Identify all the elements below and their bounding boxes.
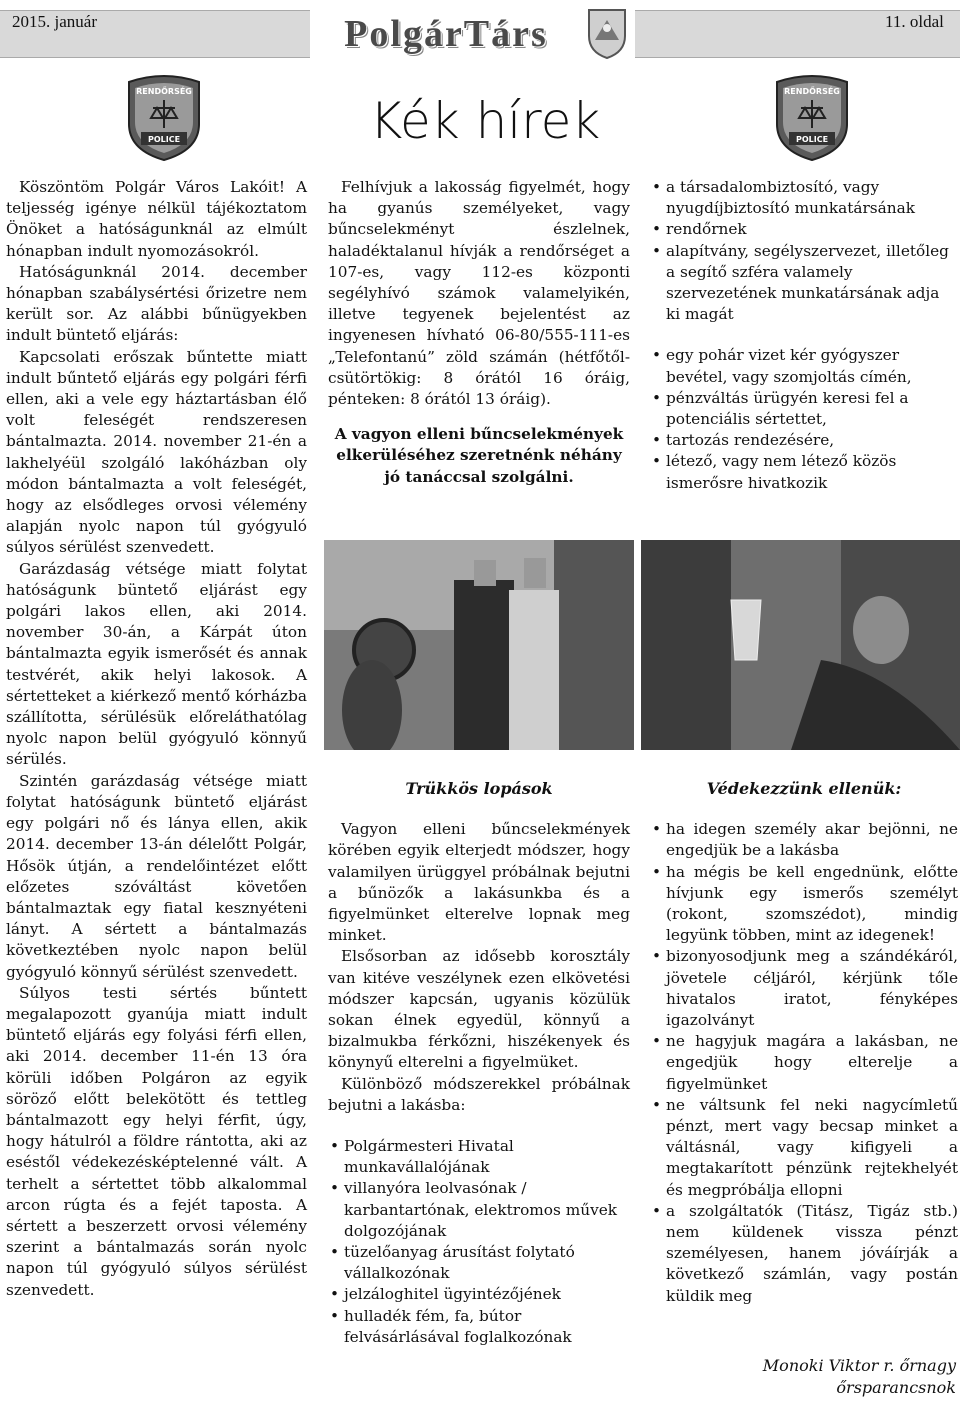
police-badge-icon <box>123 72 205 162</box>
list-item: • villanyóra leolvasónak / karbantartónak, elektromos művek dolgozójának <box>328 1178 630 1242</box>
advice-heading: A vagyon elleni bűncselekmények elkerüléséhez szeretnénk néhány jó tanáccsal szolgálni. <box>334 425 624 486</box>
town-crest-icon <box>585 6 629 60</box>
section-heading: Védekezzünk ellenük: <box>706 779 902 798</box>
section-title: Kék hírek <box>369 92 601 150</box>
masthead-logo: PolgárTárs <box>344 13 548 55</box>
svg-text:RENDŐRSÉG: RENDŐRSÉG <box>784 87 840 96</box>
list-item: • tüzelőanyag árusítást folytató vállalkozónak <box>328 1242 630 1284</box>
paragraph: Felhívjuk a lakosság figyelmét, hogy ha gyanús személyeket, vagy bűncselekményt észlelnek, haladéktalanul hívják a rendőrséget a 107-es, vagy 112-es központi segélyhívó számok valamelyikén, illetve tegyenek bejelentést az ingyenesen hívható 06-80/555-111-es „Telefontanú” zöld számán (hétfőtől-csütörtökig: 8 órától 16 óráig, pénteken: 8 órától 13 óráig). <box>328 178 630 409</box>
page-number: 11. oldal <box>885 12 944 31</box>
paragraph: Vagyon elleni bűncselekmények körében egyik elterjedt módszer, hogy valamilyen ürüggyel próbálnak bejutni a bűnözők a lakásunkba és a figyelmünket elterelve lopnak meg minket. <box>328 820 630 945</box>
paragraph: Különböző módszerekkel próbálnak bejutni a lakásba: <box>328 1074 630 1114</box>
paragraph: Súlyos testi sértés bűntett megalapozott gyanúja miatt indult büntető eljárás egy folyási férfi ellen, aki 2014. december 11-én 13 óra körüli időben Polgáron az egyik söröző előtt belekötött és tettleg bántalmazott egy helyi férfit, úgy, hogy hátulról a földre rántotta, aki az eséstől védekezésképtelenné vált. A terhelt a sértettet több alkalommal arcon rúgta és a fejét taposta. A sértett a beszerzett orvosi vélemény szerint a bántalmazás során nyolc napon túl gyógyuló súlyos sérülést szenvedett. <box>6 983 307 1299</box>
list-item: • a szolgáltatók (Titász, Tigáz stb.) nem küldenek vissza pénzt személyesen, hanem jóváírják a következő számlán, vagy postán küldik meg <box>650 1201 958 1307</box>
protection-list <box>650 819 958 1307</box>
section-heading: Trükkös lopások <box>405 779 553 798</box>
list-item: • tartozás rendezésére, <box>650 430 958 451</box>
svg-text:POLICE: POLICE <box>795 135 829 144</box>
list-item: • jelzáloghitel ügyintézőjének <box>328 1284 630 1305</box>
list-item: • bizonyosodjunk meg a szándékáról, jövetele céljáról, kérjünk tőle hivatalos iratot, fényképes igazolványt <box>650 946 958 1031</box>
list-item: • egy pohár vizet kér gyógyszer bevétel, vagy szomjoltás címén, <box>650 345 958 387</box>
paragraph: Köszöntöm Polgár Város Lakóit! A teljesség igénye nélkül tájékoztatom Önöket a hatóságunknál az elmúlt hónapban indult nyomozásokról. <box>6 178 307 260</box>
signature-name: Monoki Viktor r. őrnagy <box>762 1356 956 1375</box>
signature-title: őrsparancsnok <box>836 1378 956 1397</box>
paragraph: Garázdaság vétsége miatt folytat hatóságunk büntető eljárást egy polgári lakos ellen, aki 2014. november 30-án, a Kárpát úton bántalmazta egyik ismerősét és annak testvérét, akik helyi lakosok. A sértetteket a kiérkező mentő kórházba szállította, sérülésük előreláthatólag nyolc napon belül gyógyuló könnyű sérülés. <box>6 559 307 769</box>
protection-section <box>650 778 958 1307</box>
list-item: • ne váltsunk fel neki nagycímletű pénzt, mert vagy becsap minket a váltásnál, vagy kifigyeli a megtakarított pénzünk rejtekhelyét és megpróbálja ellopni <box>650 1095 958 1201</box>
list-item: • ne hagyjuk magára a lakásban, ne engedjük hogy elterelje a figyelmünket <box>650 1031 958 1095</box>
list-item: • a társadalombiztosító, vagy nyugdíjbiztosító munkatársának <box>650 177 958 219</box>
list-item: • hulladék fém, fa, bútor felvásárlásával foglalkozónak <box>328 1306 630 1348</box>
paragraph: Szintén garázdaság vétsége miatt folytat hatóságunk büntető eljárást egy polgári nő és lánya ellen, akik 2014. december 13-án délelőtt Polgár, Hősök útján, a rendelőintézet előtt előzetes szóváltást követően bántalmaztak egy fiatal kesznyéteni lányt. A sértett a bántalmazás következtében nyolc napon belül gyógyuló könnyű sérülést szenvedett. <box>6 771 307 981</box>
pretext-list <box>650 345 958 493</box>
method-list <box>328 1136 630 1348</box>
article-column-2 <box>328 177 630 488</box>
issue-date: 2015. január <box>12 12 97 31</box>
impostor-list <box>650 177 958 325</box>
police-badge-icon <box>771 72 853 162</box>
list-item: • Polgármesteri Hivatal munkavállalójának <box>328 1136 630 1178</box>
svg-text:POLICE: POLICE <box>147 135 181 144</box>
article-column-3 <box>650 177 958 494</box>
signature <box>763 1355 956 1399</box>
paragraph: Elsősorban az idősebb korosztály van kitéve veszélynek ezen elkövetési módszer kapcsán, ugyanis közülük sokan élnek egyedül, könnyű a bizalmukba férkőzni, hiszékenyek és könynyű elterelni a figyelmüket. <box>328 947 630 1072</box>
list-item: • létező, vagy nem létező közös ismerősre hivatkozik <box>650 451 958 493</box>
list-item: • alapítvány, segélyszervezet, illetőleg a segítő szféra valamely szervezetének munkatársának adja ki magát <box>650 241 958 326</box>
list-item: • rendőrnek <box>650 219 958 240</box>
article-column-1 <box>6 177 307 1301</box>
svg-text:RENDŐRSÉG: RENDŐRSÉG <box>136 87 192 96</box>
paragraph: Kapcsolati erőszak bűntette miatt indult bűntető eljárás egy polgári férfi ellen, aki a vele egy háztartásban élő volt feleségét rendszeresen bántalmazta. 2014. november 21-én a lakhelyéül szolgáló lakóházban oly módon bántalmazta a volt feleségét, hogy az elsődleges orvosi vélemény alapján nyolc napon túl gyógyuló súlyos sérülést szenvedett. <box>6 347 307 557</box>
photo-glass-of-water <box>641 540 960 750</box>
list-item: • ha idegen személy akar bejönni, ne engedjük be a lakásba <box>650 819 958 861</box>
list-item: • ha mégis be kell engednünk, előtte hívjunk egy ismerős személyt (rokont, szomszédot), mindig legyünk többen, mint az idegenek! <box>650 862 958 947</box>
list-item: • pénzváltás ürügyén keresi fel a potenciális sértettet, <box>650 388 958 430</box>
photo-doorstep-scene <box>324 540 634 750</box>
tricky-theft-section <box>328 778 630 1348</box>
paragraph: Hatóságunknál 2014. december hónapban szabálysértési őrizetre nem került sor. Az alábbi bűnügyekben indult büntető eljárás: <box>6 262 307 345</box>
